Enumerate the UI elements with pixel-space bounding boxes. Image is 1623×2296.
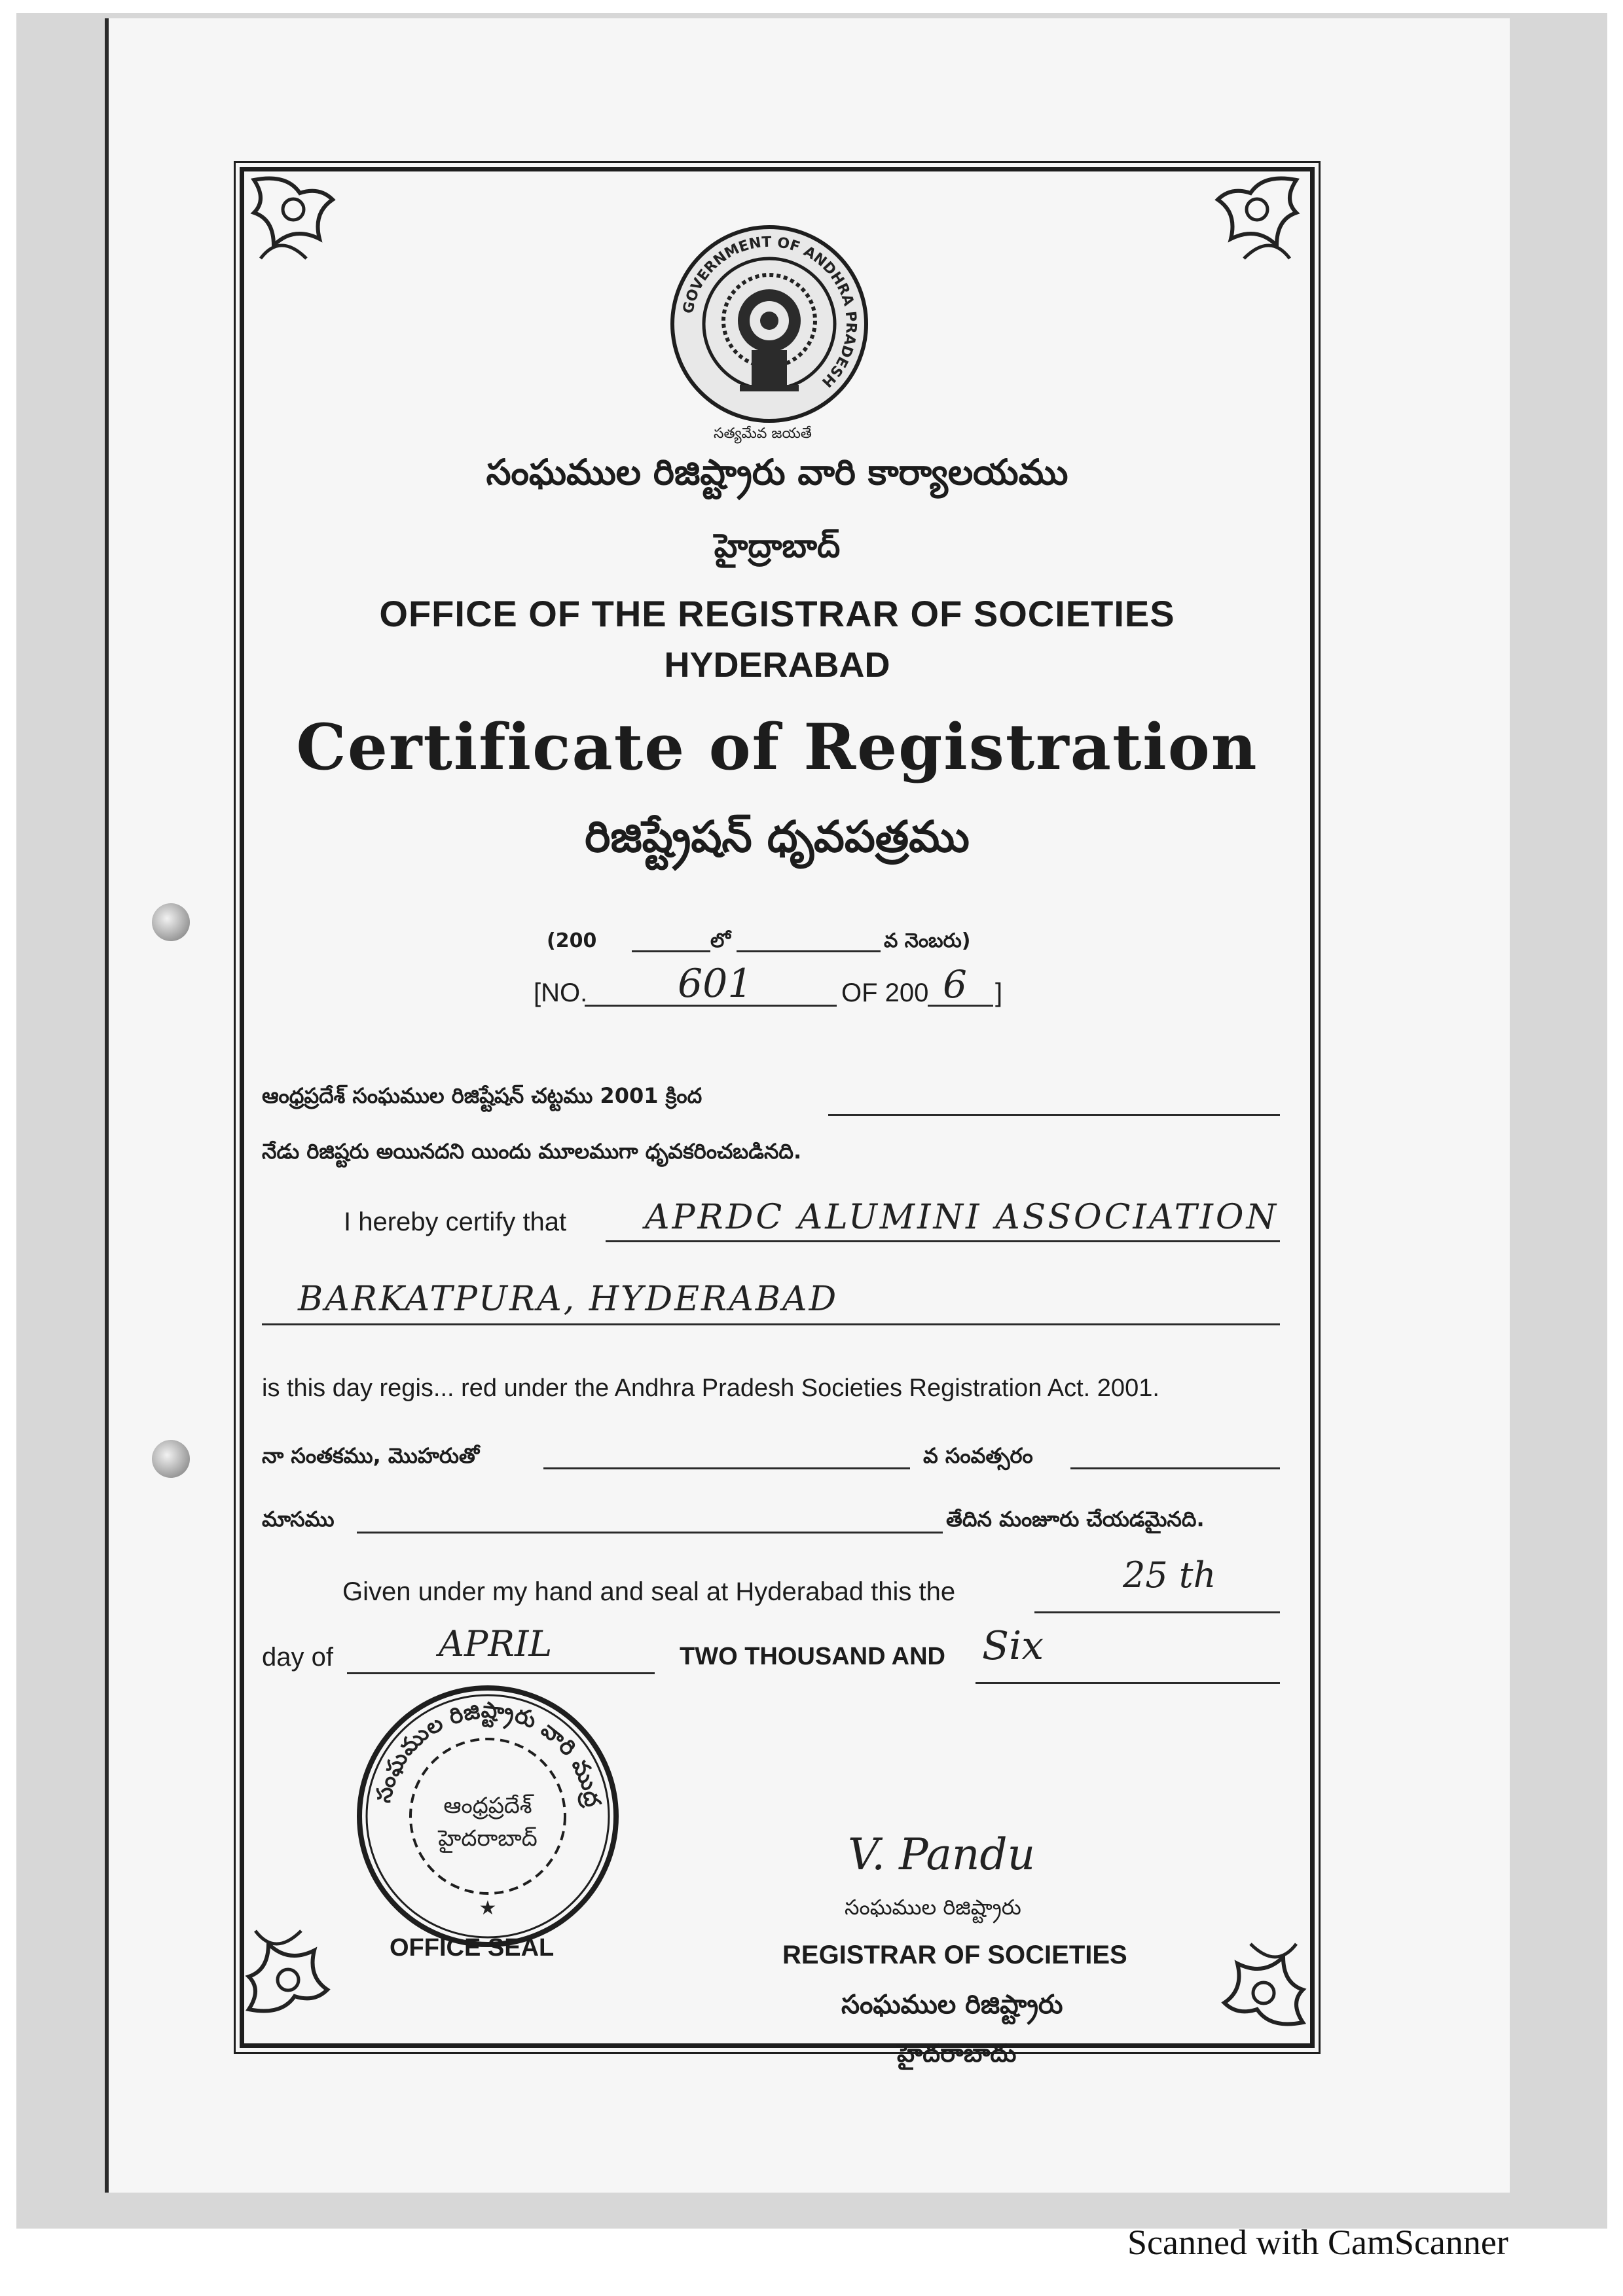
city-title: HYDERABAD xyxy=(664,645,890,685)
day-line xyxy=(1034,1611,1280,1613)
corner-ornament-bottom-right xyxy=(1211,1931,1309,2029)
of-label: OF 200 xyxy=(841,978,929,1007)
svg-text:★: ★ xyxy=(479,1897,497,1920)
year-digit: 6 xyxy=(943,962,967,1007)
registrar-stamp-line2: హైదరాబాదు xyxy=(897,2039,1017,2068)
telugu-registered-line: నేడు రిజిష్టరు అయినదని యిందు మూలముగా ధృవకరించబడినది. xyxy=(262,1139,802,1164)
telugu-certificate-title: రిజిష్ట్రేషన్ ధృవపత్రము xyxy=(585,812,970,862)
svg-text:GOVERNMENT OF ANDHRA PRADESH: GOVERNMENT OF ANDHRA PRADESH xyxy=(680,234,860,391)
telugu-act-line: ఆంధ్రప్రదేశ్ సంఘముల రిజిష్టేషన్ చట్టము 2001 క్రింద xyxy=(262,1083,702,1108)
registrar-stamp-line1: సంఘముల రిజిష్ట్రారు xyxy=(841,1990,1063,2020)
registration-number: 601 xyxy=(678,961,753,1007)
telugu-seal-line: నా సంతకము, మొహరుతో xyxy=(262,1443,480,1468)
society-name-line xyxy=(606,1240,1280,1242)
blank-line-year xyxy=(1070,1467,1280,1469)
blank-line-act xyxy=(828,1114,1280,1116)
society-address-line xyxy=(262,1323,1280,1325)
seal-inner-line2: హైదరాబాద్ xyxy=(438,1825,538,1852)
telugu-number-mid: లో xyxy=(710,929,731,952)
certificate-title: Certificate of Registration xyxy=(296,710,1258,784)
blank-line-telugu-year xyxy=(632,950,710,952)
telugu-approved-label: తేదిన మంజూరు చేయడమైనది. xyxy=(946,1507,1205,1532)
seal-inner-line1: ఆంధ్రప్రదేశ్ xyxy=(443,1793,532,1819)
corner-ornament-top-right xyxy=(1205,173,1303,272)
blank-line-seal xyxy=(543,1467,910,1469)
corner-ornament-top-left xyxy=(247,173,346,272)
telugu-office-title: సంఘముల రిజిష్ట్రారు వారి కార్యాలయము xyxy=(486,452,1068,493)
year-word-line xyxy=(976,1682,1280,1684)
emblem-motto: సత్యమేవ జయతే xyxy=(714,425,812,442)
andhra-pradesh-emblem xyxy=(668,223,871,425)
registrar-label: REGISTRAR OF SOCIETIES xyxy=(782,1941,1127,1969)
office-title: OFFICE OF THE REGISTRAR OF SOCIETIES xyxy=(379,593,1175,634)
telugu-registrar: సంఘముల రిజిష్ట్రారు xyxy=(845,1895,1021,1920)
corner-ornament-bottom-left xyxy=(242,1918,340,2016)
punch-hole-bottom xyxy=(152,1440,190,1478)
month-line xyxy=(347,1672,655,1674)
society-name: APRDC ALUMINI ASSOCIATION xyxy=(645,1198,1279,1237)
no-label: [NO. xyxy=(534,978,588,1007)
certify-label: I hereby certify that xyxy=(344,1208,567,1236)
thousand-label: TWO THOUSAND AND xyxy=(680,1643,945,1670)
day-of-label: day of xyxy=(262,1643,333,1672)
year-value: Six xyxy=(982,1623,1044,1669)
registrar-signature: V. Pandu xyxy=(848,1829,1036,1880)
telugu-year-label: వ సంవత్సరం xyxy=(923,1443,1033,1468)
camscanner-watermark: Scanned with CamScanner xyxy=(1127,2223,1508,2262)
telugu-city-title: హైద్రాబాద్ xyxy=(714,527,841,565)
telugu-month-label: మాసము xyxy=(262,1507,335,1532)
office-seal-stamp xyxy=(354,1682,622,1950)
svg-text:సంఘముల రిజిష్ట్రారు వారి ముద్ర: సంఘముల రిజిష్ట్రారు వారి ముద్ర xyxy=(369,1696,606,1809)
close-bracket: ] xyxy=(995,978,1003,1007)
blank-line-month xyxy=(357,1532,943,1534)
given-line: Given under my hand and seal at Hyderabad this the xyxy=(342,1577,956,1606)
punch-hole-top xyxy=(152,903,190,941)
month-value: APRIL xyxy=(439,1623,553,1664)
registered-line: is this day regis... red under the Andhra Pradesh Societies Registration Act. 2001. xyxy=(262,1374,1159,1402)
telugu-number-suffix: వ నెంబరు) xyxy=(884,929,971,952)
society-address: BARKATPURA, HYDERABAD xyxy=(298,1280,839,1319)
day-value: 25 th xyxy=(1123,1554,1216,1596)
blank-line-telugu-number xyxy=(737,950,881,952)
office-seal-label: OFFICE SEAL xyxy=(390,1934,555,1962)
telugu-number-prefix: (200 xyxy=(547,929,597,952)
